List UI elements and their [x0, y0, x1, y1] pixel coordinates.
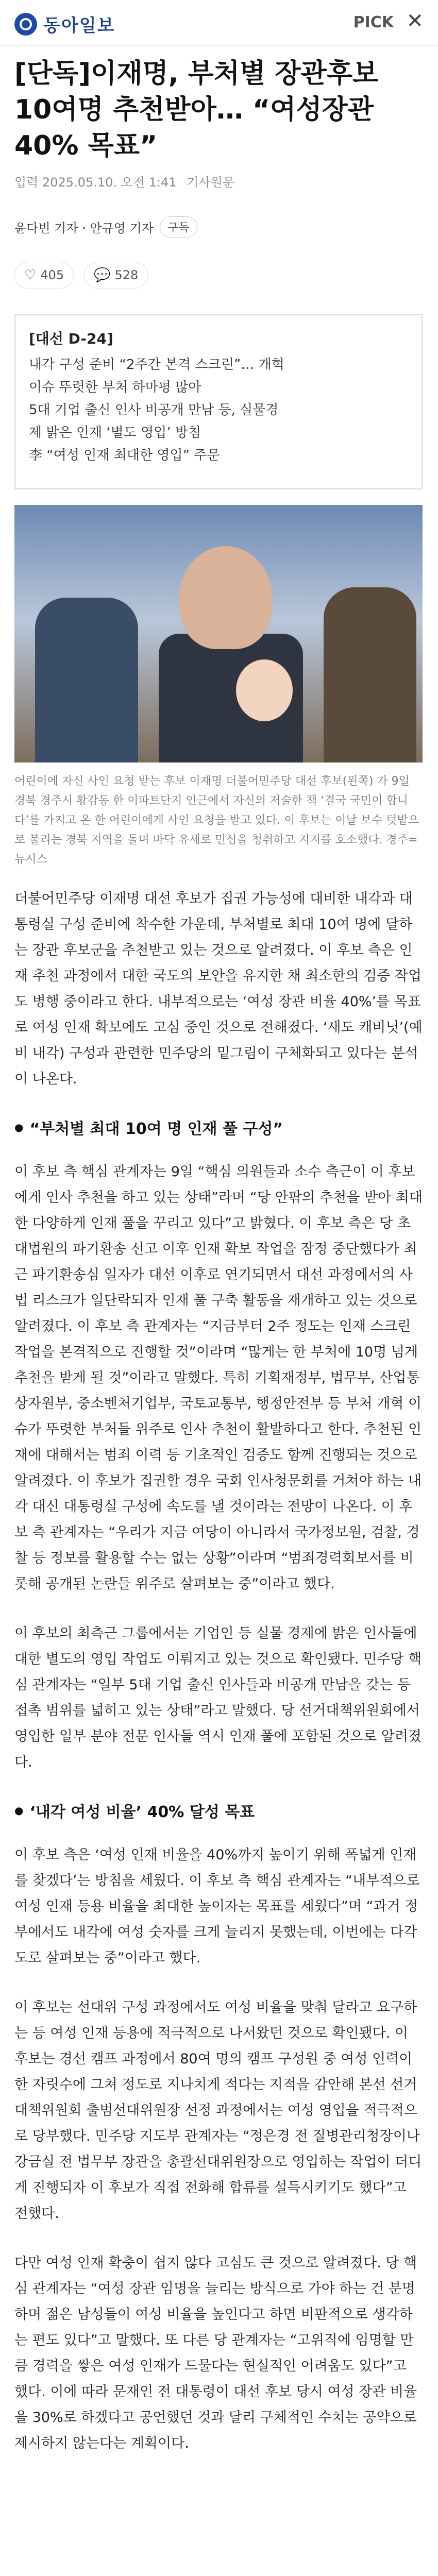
- reporter-row: [14, 216, 197, 238]
- like-button[interactable]: [14, 262, 74, 289]
- photo-figure: [324, 587, 416, 762]
- article-body: [14, 886, 423, 2480]
- photo-caption: 어린이에 자신 사인 요청 받는 후보 이재명 더불어민주당 대선 후보(왼쪽) 가 9일 경북 경주시 황감동 한 이파트단지 인근에서 자신의 저술한 책 ‘결국 국민이 합니다’를 가지고 온 한 어린이에게 사인 요청을 받고 있다. 이 후보는 이날 보수 텃밭으로 불리는 경북 지역을 돌며 바닥 유세로 민심을 청취하고 지지를 호소했다. 경주=뉴시스: [14, 775, 419, 866]
- article-meta: [14, 172, 241, 190]
- donga-logo[interactable]: [14, 11, 115, 37]
- top-bar: [0, 0, 438, 46]
- section-subhead: [14, 1799, 423, 1822]
- article-photo[interactable]: [14, 505, 423, 762]
- summary-line: 내각 구성 준비 “2주간 본격 스크린”… 개혁: [29, 357, 284, 372]
- subhead-text: ‘내각 여성 비율’ 40% 달성 목표: [29, 1803, 255, 1821]
- summary-line: 5대 기업 출신 인사 비공개 만남 등, 실물경: [29, 402, 279, 418]
- like-count: 405: [40, 268, 64, 282]
- body-paragraph: 더불어민주당 이재명 대선 후보가 집권 가능성에 대비한 내각과 대통령실 구성 준비에 착수한 가운데, 부처별로 최대 10여 명에 달하는 장관 후보군을 추천받고 있는 것으로 알려졌다. 이 후보 측은 인재 추천 과정에서 대한 국도의 보안을 유지한 채 최소한의 검증 작업도 병행 중이라고 한다. 내부적으로는 ‘여성 장관 비율 40%’를 목표로 여성 인재 확보에도 고심 중인 것으로 전해졌다. ‘새도 캐비닛’(예비 내각) 구성과 관련한 민주당의 밑그림이 구체화되고 있다는 분석이 나온다.: [14, 891, 423, 1087]
- pick-label: PICK: [353, 13, 394, 31]
- close-icon[interactable]: ✕: [406, 9, 424, 33]
- section-subhead: [14, 1116, 423, 1139]
- photo-figure: [236, 659, 293, 721]
- article-headline: [단독]이재명, 부처별 장관후보 10여명 추천받아… “여성장관 40% 목표”: [14, 58, 379, 161]
- donga-logo-icon: [14, 13, 37, 36]
- body-paragraph: 이 후보 측 핵심 관계자는 9일 “핵심 의원들과 소수 측근이 이 후보에게 인사 추천을 하고 있는 상태”라며 “당 안팎의 추천을 받아 최대한 다양하게 인재 풀을 꾸리고 있다”고 밝혔다. 이 후보 측은 당 초 대법원의 파기환송 선고 이후 인재 확보 작업을 잠정 중단했다가 최근 파기환송심 일자가 대선 이후로 연기되면서 대선 과정에서의 사법 리스크가 일단락되자 인재 풀 구축 활동을 재개하고 있는 것으로 알려졌다. 이 후보 측 관계자는 “지금부터 2주 정도는 인재 스크린 작업을 본격적으로 진행할 것”이라며 “많게는 한 부처에 10명 넘게 추천을 받게 될 것”이라고 말했다. 특히 기획재정부, 법무부, 산업통상자원부, 중소벤처기업부, 국토교통부, 행정안전부 등 부처 개혁 이슈가 뚜렷한 부처들 위주로 인사 추천이 활발하다고 한다. 추천된 인재에 대해서는 범죄 이력 등 기초적인 검증도 함께 진행되는 것으로 알려졌다. 이 후보가 집권할 경우 국회 인사청문회를 거쳐야 하는 내각 대신 대통령실 구성에 속도를 낼 것이라는 전망이 나온다. 이 후보 측 관계자는 “우리가 지금 여당이 아니라서 국가정보원, 검찰, 경찰 등 정보를 활용할 수는 없는 상황”이라며 “범죄경력회보서를 비롯해 공개된 논란들 위주로 살펴보는 중”이라고 했다.: [14, 1164, 423, 1592]
- reporter-names[interactable]: 윤다빈 기자 · 안규영 기자: [14, 221, 154, 235]
- comment-icon: 💬: [94, 267, 111, 283]
- body-paragraph: 이 후보는 선대위 구성 과정에서도 여성 비율을 맞춰 달라고 요구하는 등 여성 인재 등용에 적극적으로 나서왔던 것으로 확인됐다. 이 후보는 경선 캠프 과정에서 80여 명의 캠프 구성원 중 여성 인력이 한 자릿수에 그쳐 정도로 지나치게 적다는 지적을 감안해 본선 선거대책위원회 출범선대위원장 선정 과정에서는 여성 영입을 적극적으로 당부했다. 민주당 지도부 관계자는 “정은경 전 질병관리청장이나 강금실 전 법무부 장관을 총괄선대위원장으로 영입하는 작업이 더디게 진행되자 이 후보가 직접 전화해 합류를 설득시키기도 했다”고 전했다.: [14, 1999, 422, 2222]
- body-paragraph: 다만 여성 인재 확충이 쉽지 않다 고심도 큰 것으로 알려졌다. 당 핵심 관계자는 “여성 장관 임명을 늘리는 방식으로 가야 하는 건 분명하며 젊은 남성들이 여성 비율을 높인다고 하면 비판적으로 생각하는 편도 있다”고 말했다. 또 다른 당 관계자는 “고위직에 임명할 만큼 경력을 쌓은 여성 인재가 드물다는 현실적인 어려움도 있다”고 했다. 이에 따라 문재인 전 대통령이 대선 후보 당시 여성 장관 비율을 30%로 하겠다고 공언했던 것과 달리 구체적인 수치는 공약으로 제시하지 않는다는 계획이다.: [14, 2255, 417, 2451]
- reaction-bar: [14, 262, 148, 289]
- bullet-icon: ●: [14, 1804, 24, 1817]
- summary-line: 제 밝은 인재 ‘별도 영입’ 방침: [29, 425, 201, 440]
- photo-figure: [35, 598, 138, 762]
- source-tag[interactable]: 기사원문: [187, 175, 234, 190]
- summary-title: [대선 D-24]: [29, 330, 113, 347]
- comment-button[interactable]: [84, 262, 148, 289]
- publish-date: 입력 2025.05.10. 오전 1:41: [14, 175, 177, 190]
- subscribe-button[interactable]: 구독: [160, 216, 197, 238]
- summary-line: 이슈 뚜렷한 부처 하마평 많아: [29, 380, 201, 395]
- summary-line: 李 “여성 인재 최대한 영입” 주문: [29, 448, 220, 463]
- comment-count: 528: [114, 268, 139, 282]
- summary-box: [14, 314, 423, 489]
- heart-icon: ♡: [24, 267, 37, 283]
- body-paragraph: 이 후보 측은 ‘여성 인재 비율을 40%까지 높이기 위해 폭넓게 인재를 찾겠다’는 방침을 세웠다. 이 후보 측 핵심 관계자는 “내부적으로 여성 인재 등용 비율을 최대한 높이자는 목표를 세웠다”며 “과거 정부에서도 내각에 여성 숫자를 크게 늘리지 못했는데, 이번에는 다각도로 살펴보는 중”이라고 했다.: [14, 1847, 420, 1966]
- logo-text: 동아일보: [43, 15, 115, 36]
- body-paragraph: 이 후보의 최측근 그룹에서는 기업인 등 실물 경제에 밝은 인사들에 대한 별도의 영입 작업도 이뤄지고 있는 것으로 확인됐다. 민주당 핵심 관계자는 “일부 5대 기업 출신 인사들과 비공개 만남을 갖는 등 접촉 범위를 넓히고 있는 상태”라고 말했다. 당 선거대책위원회에서 영입한 일부 분야 전문 인사들 역시 인재 풀에 포함된 것으로 알려졌다.: [14, 1625, 422, 1770]
- photo-figure: [179, 546, 272, 649]
- bullet-icon: ●: [14, 1121, 24, 1133]
- subhead-text: “부처별 최대 10여 명 인재 풀 구성”: [29, 1120, 283, 1138]
